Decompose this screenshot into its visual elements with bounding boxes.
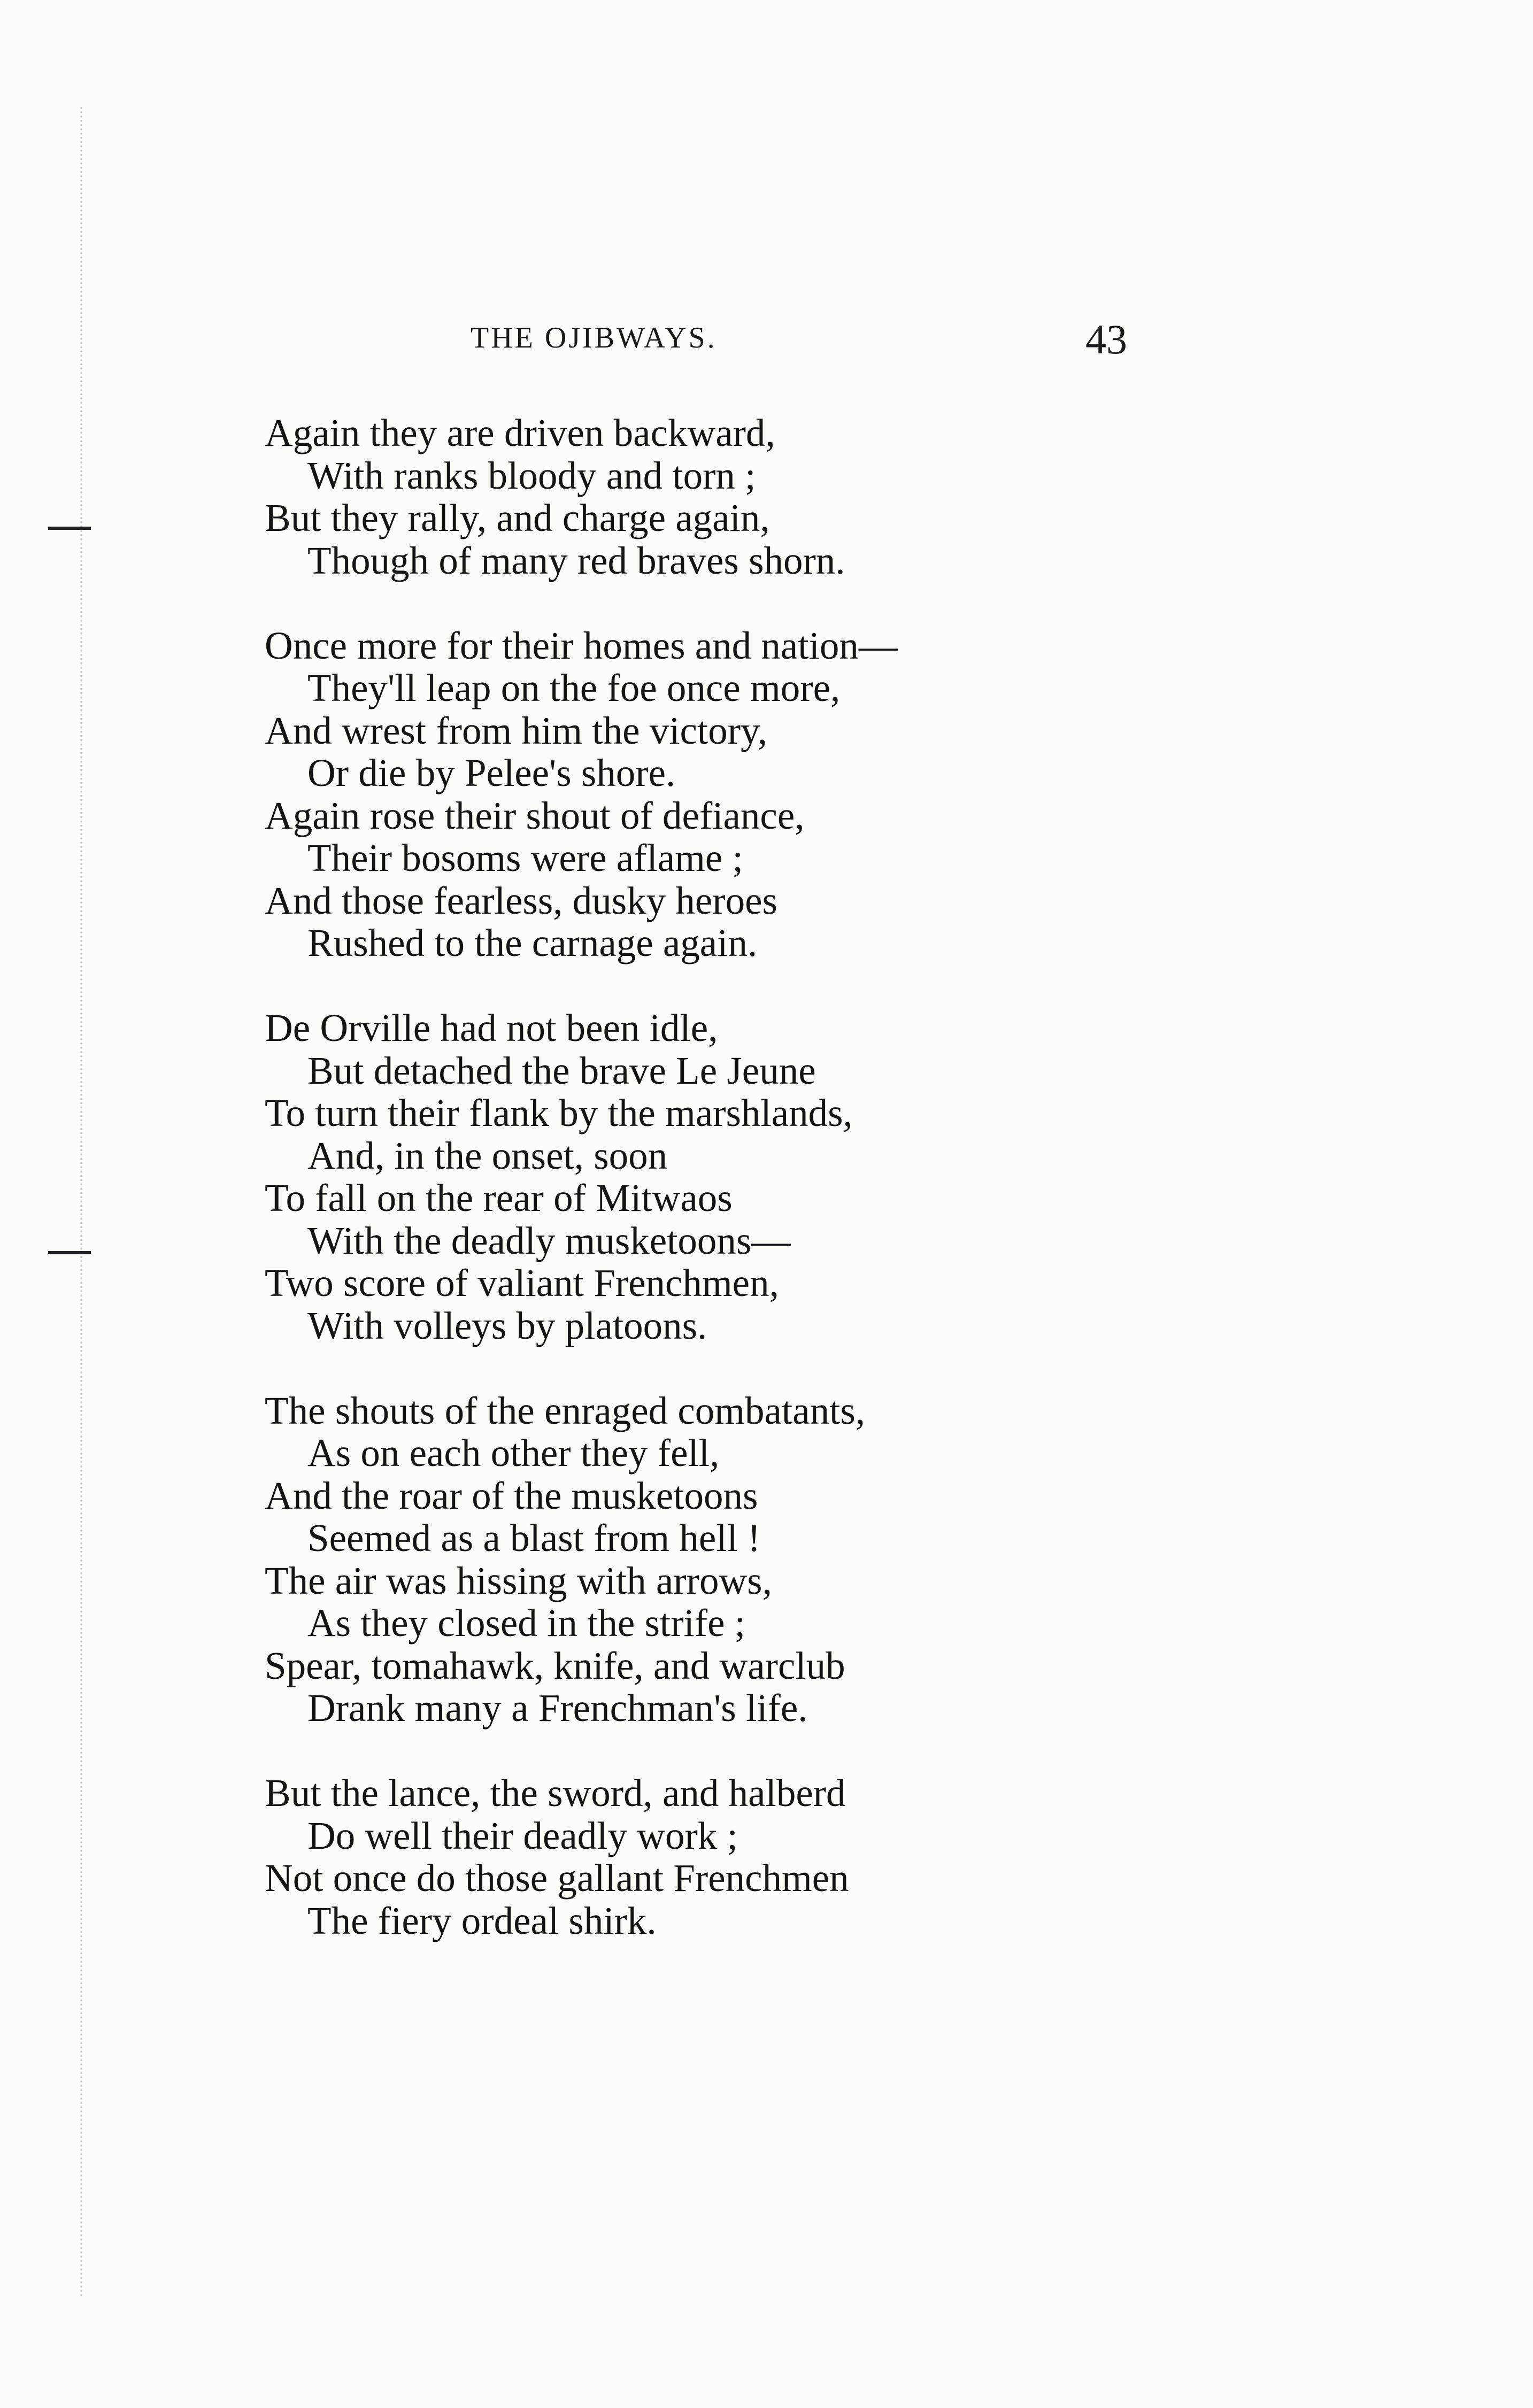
verse-line: Two score of valiant Frenchmen, — [265, 1261, 779, 1305]
stanza-gap — [265, 1347, 1227, 1390]
verse-line: And wrest from him the victory, — [265, 708, 768, 752]
verse-line: But detached the brave Le Jeune — [307, 1048, 816, 1092]
verse-line: The fiery ordeal shirk. — [307, 1898, 657, 1942]
verse-line: Their bosoms were aflame ; — [307, 836, 743, 879]
verse-line: To fall on the rear of Mitwaos — [265, 1176, 733, 1220]
verse-line: With the deadly musketoons— — [307, 1218, 791, 1262]
verse-line: As on each other they fell, — [307, 1431, 720, 1475]
verse-line: Not once do those gallant Frenchmen — [265, 1856, 849, 1900]
margin-mark — [48, 527, 91, 530]
verse-line: De Orville had not been idle, — [265, 1006, 718, 1049]
verse-line: The air was hissing with arrows, — [265, 1558, 772, 1602]
verse-line: Again they are driven backward, — [265, 411, 775, 454]
verse-line: With ranks bloody and torn ; — [307, 453, 756, 497]
verse-line: And, in the onset, soon — [307, 1133, 668, 1177]
page-edge-marks — [80, 107, 86, 2299]
margin-mark — [48, 1251, 91, 1254]
verse-line: And those fearless, dusky heroes — [265, 878, 777, 922]
stanza — [265, 624, 1227, 964]
verse-line: But they rally, and charge again, — [265, 496, 770, 539]
stanza — [265, 1007, 1227, 1347]
verse-line: Though of many red braves shorn. — [307, 538, 845, 582]
verse-line: Spear, tomahawk, knife, and warclub — [265, 1643, 845, 1687]
stanza-gap — [265, 1730, 1227, 1772]
verse-line: Once more for their homes and nation— — [265, 623, 898, 667]
stanza — [265, 412, 1227, 582]
verse-line: To turn their flank by the marshlands, — [265, 1091, 853, 1134]
verse-line: Again rose their shout of defiance, — [265, 793, 805, 837]
running-title: THE OJIBWAYS. — [471, 321, 717, 354]
stanza-gap — [265, 582, 1227, 624]
stanza — [265, 1390, 1227, 1730]
verse-line: Rushed to the carnage again. — [307, 921, 758, 964]
verse-line: Do well their deadly work ; — [307, 1813, 738, 1857]
verse-line: Seemed as a blast from hell ! — [307, 1516, 761, 1560]
verse-line: They'll leap on the foe once more, — [307, 666, 841, 709]
stanza-gap — [265, 964, 1227, 1007]
verse-line: And the roar of the musketoons — [265, 1473, 758, 1517]
verse-line: The shouts of the enraged combatants, — [265, 1388, 866, 1432]
page-number: 43 — [1085, 316, 1127, 362]
stanza — [265, 1772, 1227, 1942]
verse-line: Drank many a Frenchman's life. — [307, 1686, 808, 1730]
verse-line: But the lance, the sword, and halberd — [265, 1771, 846, 1815]
verse-line: With volleys by platoons. — [307, 1303, 707, 1347]
poem-body — [265, 412, 1227, 1942]
verse-line: As they closed in the strife ; — [307, 1601, 746, 1645]
verse-line: Or die by Pelee's shore. — [307, 751, 676, 794]
